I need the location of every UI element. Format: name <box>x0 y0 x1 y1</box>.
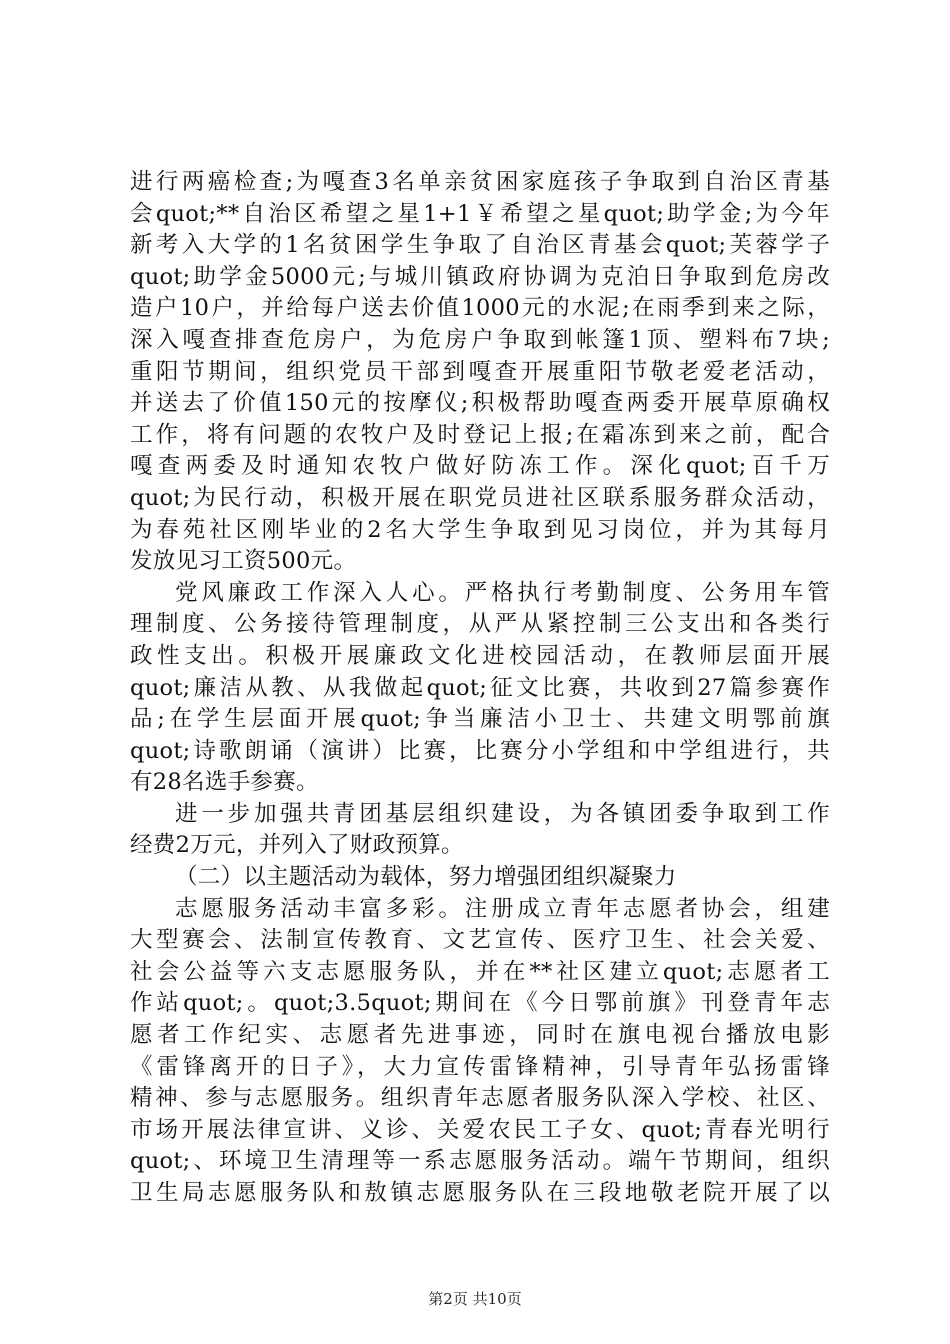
text-line: quot;廉洁从教、从我做起quot;征文比赛，共收到27篇参赛作 <box>130 674 830 701</box>
text-line: 有28名选手参赛。 <box>130 769 319 796</box>
text-line: 并送去了价值150元的按摩仪;积极帮助嘎查两委开展草原确权 <box>130 390 830 417</box>
text-line: quot;为民行动，积极开展在职党员进社区联系服务群众活动， <box>130 484 830 511</box>
text-line: 卫生局志愿服务队和敖镇志愿服务队在三段地敬老院开展了以 <box>130 1180 830 1206</box>
text-line: 理制度、公务接待管理制度，从严从紧控制三公支出和各类行 <box>130 611 830 638</box>
text-line: 政性支出。积极开展廉政文化进校园活动，在教师层面开展 <box>130 642 830 669</box>
text-line: 精神、参与志愿服务。组织青年志愿者服务队深入学校、社区、 <box>130 1085 830 1112</box>
paragraph-1 <box>130 167 830 578</box>
text-line: 会quot;**自治区希望之星1+1￥希望之星quot;助学金;为今年 <box>130 200 830 227</box>
text-line: 志愿服务活动丰富多彩。注册成立青年志愿者协会，组建 <box>175 895 830 922</box>
paragraph-2 <box>130 578 830 799</box>
text-line: 新考入大学的1名贫困学生争取了自治区青基会quot;芙蓉学子 <box>130 232 830 259</box>
text-line: 造户10户，并给每户送去价值1000元的水泥;在雨季到来之际， <box>130 295 830 322</box>
text-line: quot;诗歌朗诵（演讲）比赛，比赛分小学组和中学组进行，共 <box>130 737 830 764</box>
text-line: 进行两癌检查;为嘎查3名单亲贫困家庭孩子争取到自治区青基 <box>130 169 830 195</box>
text-line: 重阳节期间，组织党员干部到嘎查开展重阳节敬老爱老活动， <box>130 358 830 385</box>
text-line: 深入嘎查排查危房户，为危房户争取到帐篷1顶、塑料布7块; <box>130 326 830 353</box>
text-line: 发放见习工资500元。 <box>130 548 357 575</box>
text-line: 进一步加强共青团基层组织建设，为各镇团委争取到工作 <box>175 800 830 827</box>
text-line: 为春苑社区刚毕业的2名大学生争取到见习岗位，并为其每月 <box>130 516 830 543</box>
paragraph-4 <box>130 894 830 1210</box>
text-line: 经费2万元，并列入了财政预算。 <box>130 832 464 859</box>
text-line: 市场开展法律宣讲、义诊、关爱农民工子女、quot;青春光明行 <box>130 1116 830 1143</box>
text-line: 嘎查两委及时通知农牧户做好防冻工作。深化quot;百千万 <box>130 453 830 480</box>
text-line: 工作，将有问题的农牧户及时登记上报;在霜冻到来之前，配合 <box>130 421 830 448</box>
text-line: 品;在学生层面开展quot;争当廉洁小卫士、共建文明鄂前旗 <box>130 706 830 733</box>
page-footer <box>0 1289 950 1309</box>
text-line: 愿者工作纪实、志愿者先进事迹，同时在旗电视台播放电影 <box>130 1022 830 1049</box>
paragraph-3 <box>130 799 830 862</box>
text-line: 党风廉政工作深入人心。严格执行考勤制度、公务用车管 <box>175 579 830 606</box>
text-line: 作站quot;。quot;3.5quot;期间在《今日鄂前旗》刊登青年志 <box>130 990 830 1017</box>
text-line: 《雷锋离开的日子》，大力宣传雷锋精神，引导青年弘扬雷锋 <box>130 1053 830 1080</box>
section-heading <box>130 862 830 894</box>
section-heading-text: （二）以主题活动为载体，努力增强团组织凝聚力 <box>175 864 677 891</box>
document-body <box>130 167 830 1210</box>
page-number: 第2页 共10页 <box>428 1290 522 1308</box>
text-line: quot;助学金5000元;与城川镇政府协调为克泊日争取到危房改 <box>130 263 830 290</box>
text-line: quot;、环境卫生清理等一系志愿服务活动。端午节期间，组织 <box>130 1148 830 1175</box>
text-line: 大型赛会、法制宣传教育、文艺宣传、医疗卫生、社会关爱、 <box>130 927 830 954</box>
text-line: 社会公益等六支志愿服务队，并在**社区建立quot;志愿者工 <box>130 958 830 985</box>
